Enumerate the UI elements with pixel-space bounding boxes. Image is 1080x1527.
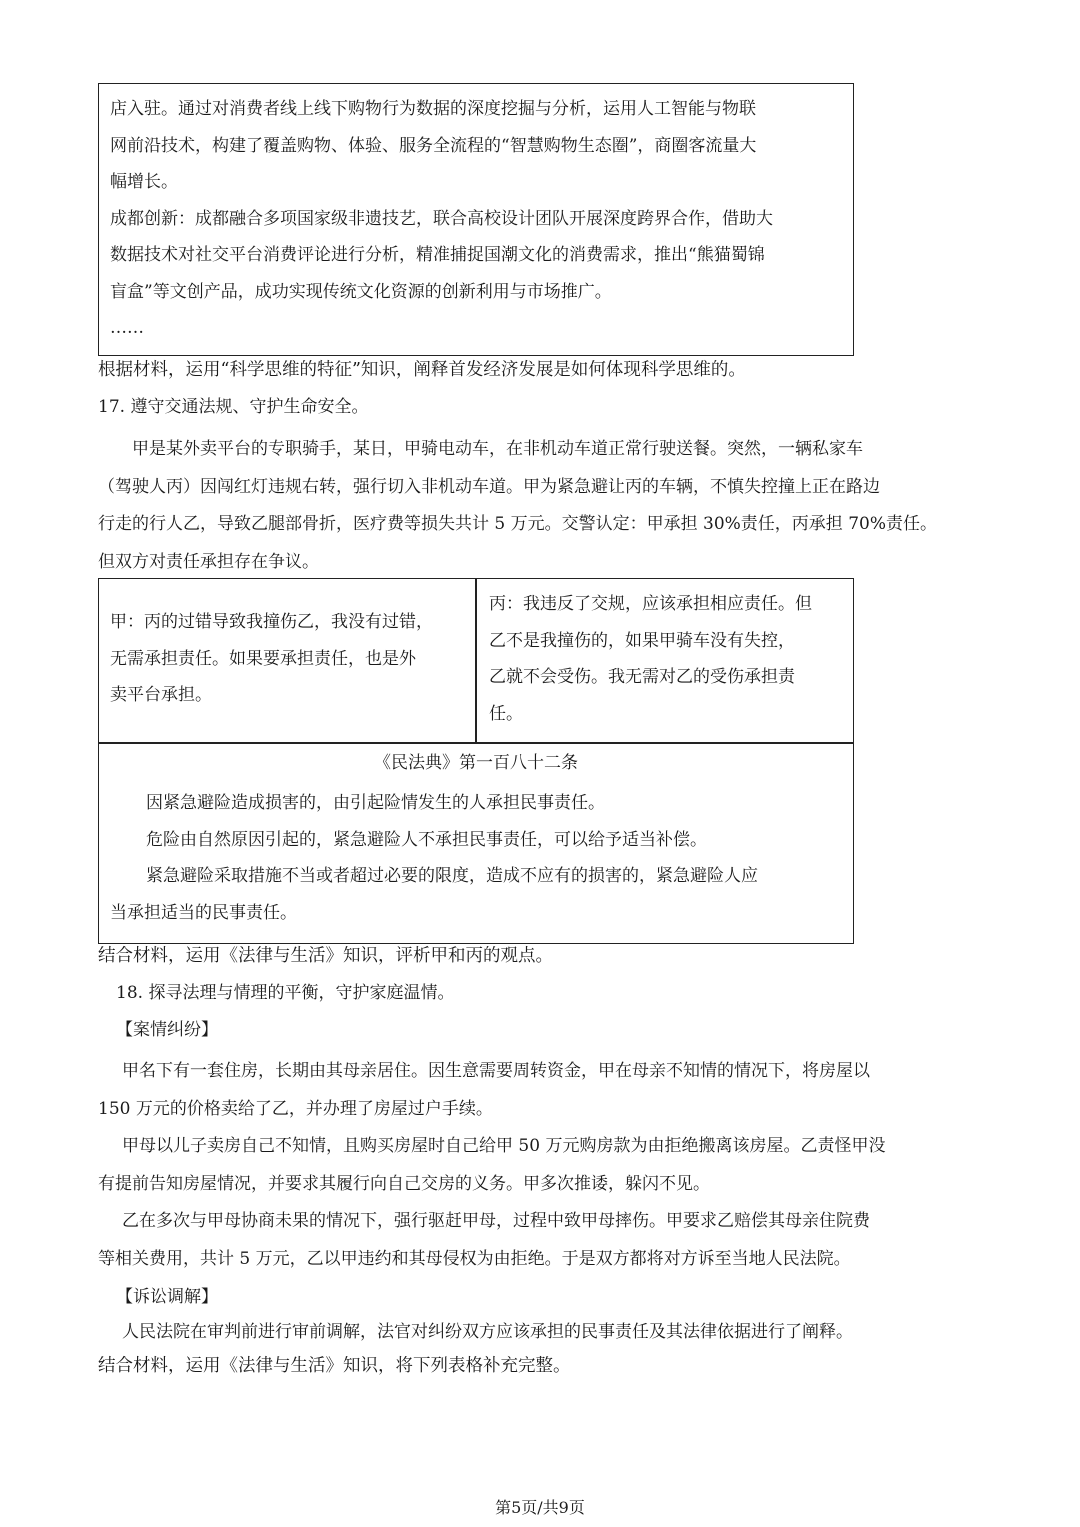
law-line: 因紧急避险造成损害的，由引起险情发生的人承担民事责任。: [146, 793, 605, 813]
q17-line: （驾驶人丙）因闯红灯违规右转，强行切入非机动车道。甲为紧急避让丙的车辆，不慎失控撞上正在路边: [98, 476, 880, 497]
law-line: 当承担适当的民事责任。: [110, 902, 297, 923]
q17-line: 行走的行人乙，导致乙腿部骨折，医疗费等损失共计 5 万元。交警认定：甲承担 30%责任，丙承担 70%责任。: [98, 514, 937, 534]
jia-line: 无需承担责任。如果要承担责任，也是外: [110, 648, 416, 669]
jia-line: 甲：丙的过错导致我撞伤乙，我没有过错，: [110, 612, 433, 632]
law-line: 紧急避险采取措施不当或者超过必要的限度，造成不应有的损害的，紧急避险人应: [146, 866, 758, 886]
q18-paragraph-4: 人民法院在审判前进行审前调解，法官对纠纷双方应该承担的民事责任及其法律依据进行了阐释。: [122, 1322, 853, 1342]
mediation-heading: 【诉讼调解】: [116, 1287, 218, 1307]
material-line: ……: [110, 318, 144, 338]
bing-line: 丙：我违反了交规，应该承担相应责任。但: [489, 594, 812, 614]
table-horizontal-divider: [98, 742, 854, 744]
q17-paragraph: [98, 431, 937, 581]
q18-prompt: 结合材料，运用《法律与生活》知识，将下列表格补充完整。: [98, 1356, 571, 1376]
law-title: 《民法典》第一百八十二条: [374, 753, 578, 773]
q17-title: 17. 遵守交通法规、守护生命安全。: [98, 397, 369, 417]
material-line: 盲盒”等文创产品，成功实现传统文化资源的创新利用与市场推广。: [110, 281, 612, 302]
q17-line: 但双方对责任承担存在争议。: [98, 551, 319, 572]
material-line: 幅增长。: [110, 172, 178, 192]
bing-line: 乙就不会受伤。我无需对乙的受伤承担责: [489, 667, 795, 687]
case-heading: 【案情纠纷】: [116, 1020, 218, 1040]
q18-line: 乙在多次与甲母协商未果的情况下，强行驱赶甲母，过程中致甲母摔伤。甲要求乙赔偿其母亲住院费: [122, 1211, 870, 1231]
q18-line: 等相关费用，共计 5 万元，乙以甲违约和其母侵权为由拒绝。于是双方都将对方诉至当地人民法院。: [98, 1248, 851, 1269]
q16-prompt: 根据材料，运用“科学思维的特征”知识，阐释首发经济发展是如何体现科学思维的。: [98, 360, 746, 380]
jia-line: 卖平台承担。: [110, 685, 212, 705]
q18-paragraph-2: [98, 1128, 885, 1203]
q17-line: 甲是某外卖平台的专职骑手，某日，甲骑电动车，在非机动车道正常行驶送餐。突然，一辆私家车: [132, 439, 863, 459]
material-box-text: [110, 91, 773, 347]
bing-line: 乙不是我撞伤的，如果甲骑车没有失控，: [489, 630, 795, 651]
page-footer: 第5页/共9页: [495, 1498, 585, 1517]
q18-paragraph-3: [98, 1203, 870, 1278]
law-line: 危险由自然原因引起的，紧急避险人不承担民事责任，可以给予适当补偿。: [146, 829, 707, 850]
law-text: [110, 785, 758, 931]
q18-line: 有提前告知房屋情况，并要求其履行向自己交房的义务。甲多次推诿，躲闪不见。: [98, 1173, 710, 1194]
bing-line: 任。: [489, 703, 523, 724]
table-vertical-divider: [475, 578, 477, 743]
material-line: 店入驻。通过对消费者线上线下购物行为数据的深度挖掘与分析，运用人工智能与物联: [110, 99, 756, 119]
q18-line: 甲名下有一套住房，长期由其母亲居住。因生意需要周转资金，甲在母亲不知情的情况下，将房屋以: [122, 1061, 870, 1081]
q18-title: 18. 探寻法理与情理的平衡，守护家庭温情。: [116, 983, 455, 1003]
q17-prompt: 结合材料，运用《法律与生活》知识，评析甲和丙的观点。: [98, 946, 553, 966]
q18-line: 甲母以儿子卖房自己不知情，且购买房屋时自己给甲 50 万元购房款为由拒绝搬离该房屋。乙责怪甲没: [122, 1136, 886, 1156]
material-line: 数据技术对社交平台消费评论进行分析，精准捕捉国潮文化的消费需求，推出“熊猫蜀锦: [110, 245, 765, 265]
material-line: 成都创新：成都融合多项国家级非遗技艺，联合高校设计团队开展深度跨界合作，借助大: [110, 208, 773, 229]
q18-paragraph-1: [98, 1053, 870, 1128]
jia-opinion: [110, 604, 433, 714]
material-line: 网前沿技术，构建了覆盖购物、体验、服务全流程的“智慧购物生态圈”，商圈客流量大: [110, 135, 757, 156]
bing-opinion: [489, 586, 812, 732]
q18-line: 150 万元的价格卖给了乙，并办理了房屋过户手续。: [98, 1098, 493, 1119]
